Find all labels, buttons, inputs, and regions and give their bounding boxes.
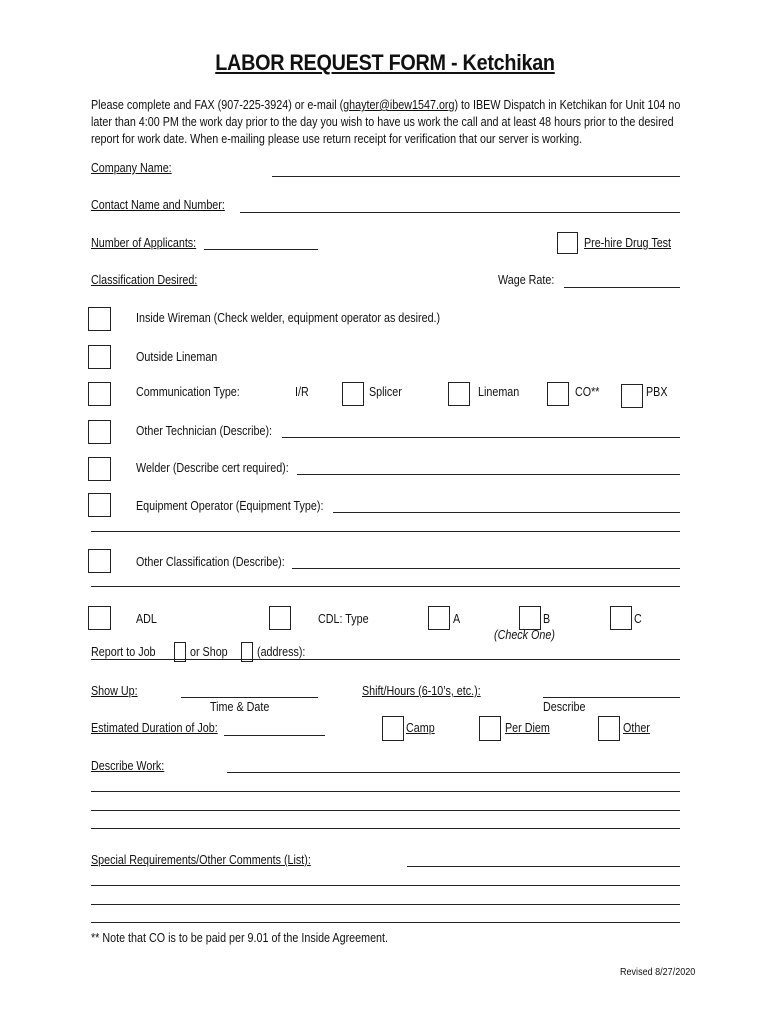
cdl-type-c-checkbox[interactable]	[610, 606, 632, 630]
show-up-label: Show Up:	[91, 684, 138, 698]
pbx-label: PBX	[646, 385, 668, 399]
estimated-duration-label: Estimated Duration of Job:	[91, 721, 218, 735]
classification-label: Classification Desired:	[91, 273, 198, 287]
camp-label: Camp	[406, 721, 435, 735]
other-technician-label: Other Technician (Describe):	[136, 424, 273, 438]
splicer-checkbox[interactable]	[342, 382, 364, 406]
instructions-text-start: Please complete and FAX (907-225-3924) or e-mail (	[91, 98, 344, 112]
equipment-operator-label: Equipment Operator (Equipment Type):	[136, 499, 324, 513]
form-title: LABOR REQUEST FORM - Ketchikan	[215, 50, 555, 75]
other-classification-label: Other Classification (Describe):	[136, 555, 285, 569]
cdl-type-b-label: B	[543, 612, 551, 626]
report-address-field[interactable]	[91, 659, 680, 660]
contact-name-field[interactable]	[240, 212, 680, 213]
company-name-field[interactable]	[272, 176, 680, 177]
welder-label: Welder (Describe cert required):	[136, 461, 289, 475]
special-requirements-field-line-2[interactable]	[91, 885, 680, 886]
estimated-duration-field[interactable]	[224, 735, 325, 736]
outside-lineman-checkbox[interactable]	[88, 345, 111, 369]
instructions-paragraph	[91, 97, 684, 148]
describe-work-field[interactable]	[227, 772, 680, 773]
special-requirements-field[interactable]	[407, 866, 680, 867]
shift-hours-label: Shift/Hours (6-10’s, etc.):	[362, 684, 481, 698]
describe-work-field-line-4[interactable]	[91, 828, 680, 829]
describe-label: Describe	[543, 700, 586, 714]
co-payment-note: ** Note that CO is to be paid per 9.01 of the Inside Agreement.	[91, 931, 389, 945]
num-applicants-label: Number of Applicants:	[91, 236, 197, 250]
time-date-label: Time & Date	[210, 700, 270, 714]
describe-work-field-line-3[interactable]	[91, 810, 680, 811]
pbx-checkbox[interactable]	[621, 384, 643, 408]
other-classification-checkbox[interactable]	[88, 549, 111, 573]
other-checkbox[interactable]	[598, 716, 620, 741]
equipment-operator-field[interactable]	[333, 512, 680, 513]
show-up-field[interactable]	[181, 697, 318, 698]
communication-checkbox[interactable]	[88, 382, 111, 406]
inside-wireman-label: Inside Wireman (Check welder, equipment operator as desired.)	[136, 311, 441, 325]
co-checkbox[interactable]	[547, 382, 569, 406]
co-label: CO**	[575, 385, 600, 399]
wage-rate-field[interactable]	[564, 287, 680, 288]
cdl-checkbox[interactable]	[269, 606, 291, 630]
splicer-label: Splicer	[369, 385, 402, 399]
outside-lineman-label: Outside Lineman	[136, 350, 218, 364]
adl-checkbox[interactable]	[88, 606, 111, 630]
instructions-text-end: ) to IBEW Dispatch in Ketchikan for Unit 104 no later than 4:00 PM the work day prior to the day you wish to have us work the call and at least 48 hours prior to the desired report for work date. When e-mailing please use return receipt for verification that our server is working.	[91, 98, 681, 146]
welder-field[interactable]	[297, 474, 680, 475]
adl-label: ADL	[136, 612, 157, 626]
lineman-checkbox[interactable]	[448, 382, 470, 406]
cdl-type-c-label: C	[634, 612, 642, 626]
equipment-operator-field-line-2[interactable]	[91, 531, 680, 532]
communication-type-label: Communication Type:	[136, 385, 240, 399]
inside-wireman-checkbox[interactable]	[88, 307, 111, 331]
revised-date: Revised 8/27/2020	[620, 966, 696, 978]
report-to-job-label: Report to Job	[91, 645, 156, 659]
special-requirements-field-line-3[interactable]	[91, 904, 680, 905]
prehire-drug-test-label: Pre-hire Drug Test	[584, 236, 672, 250]
describe-work-field-line-2[interactable]	[91, 791, 680, 792]
lineman-label: Lineman	[478, 385, 520, 399]
shift-hours-field[interactable]	[543, 697, 680, 698]
camp-checkbox[interactable]	[382, 716, 404, 741]
cdl-type-a-label: A	[453, 612, 461, 626]
per-diem-checkbox[interactable]	[479, 716, 501, 741]
welder-checkbox[interactable]	[88, 457, 111, 481]
cdl-type-b-checkbox[interactable]	[519, 606, 541, 630]
other-classification-field-line-2[interactable]	[91, 586, 680, 587]
special-requirements-label: Special Requirements/Other Comments (List):	[91, 853, 311, 867]
describe-work-label: Describe Work:	[91, 759, 165, 773]
ir-label: I/R	[295, 385, 309, 399]
other-technician-field[interactable]	[282, 437, 680, 438]
or-shop-label: or Shop	[190, 645, 228, 659]
address-label: (address):	[257, 645, 306, 659]
cdl-type-label: CDL: Type	[318, 612, 369, 626]
prehire-drug-test-checkbox[interactable]	[557, 232, 578, 254]
per-diem-label: Per Diem	[505, 721, 550, 735]
equipment-operator-checkbox[interactable]	[88, 493, 111, 517]
company-name-label: Company Name:	[91, 161, 172, 175]
cdl-type-a-checkbox[interactable]	[428, 606, 450, 630]
other-classification-field[interactable]	[292, 568, 680, 569]
wage-rate-label: Wage Rate:	[498, 273, 555, 287]
other-label: Other	[623, 721, 650, 735]
check-one-note: (Check One)	[494, 628, 555, 642]
dispatch-email-link[interactable]: ghayter@ibew1547.org	[343, 98, 455, 112]
other-technician-checkbox[interactable]	[88, 420, 111, 444]
contact-name-label: Contact Name and Number:	[91, 198, 225, 212]
num-applicants-field[interactable]	[204, 249, 318, 250]
special-requirements-field-line-4[interactable]	[91, 922, 680, 923]
